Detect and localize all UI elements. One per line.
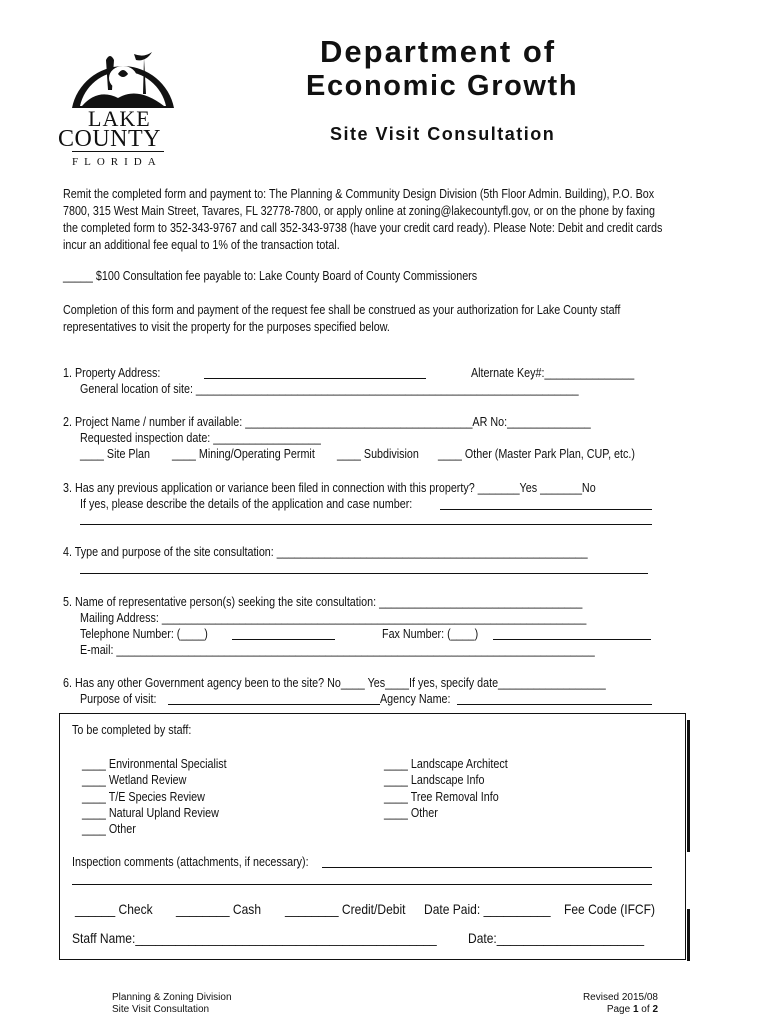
- telephone-number-field[interactable]: [232, 639, 335, 640]
- alternate-key-field[interactable]: Alternate Key#:_______________: [471, 366, 635, 380]
- previous-application-details-field-2[interactable]: [80, 524, 652, 525]
- authorization-line-1: Completion of this form and payment of the request fee shall be construed as your authorization for Lake County staff: [63, 303, 621, 317]
- logo-emblem-icon: [58, 38, 188, 116]
- page-title-line1: Department of: [320, 34, 557, 69]
- property-address-label: 1. Property Address:: [63, 366, 161, 380]
- other-option[interactable]: ____ Other (Master Park Plan, CUP, etc.): [438, 447, 635, 461]
- staff-name-field[interactable]: Staff Name:_____________________________________________: [72, 930, 437, 946]
- form-subtitle: Site Visit Consultation: [330, 124, 556, 144]
- fee-code: Fee Code (IFCF): [564, 901, 655, 917]
- footer-page-prefix: Page: [606, 1004, 633, 1015]
- subdivision-option[interactable]: ____ Subdivision: [337, 447, 419, 461]
- staff-option-species[interactable]: ____ T/E Species Review: [82, 790, 205, 804]
- site-plan-option[interactable]: ____ Site Plan: [80, 447, 150, 461]
- inspection-comments-field-2[interactable]: [72, 884, 652, 885]
- staff-date-field[interactable]: Date:______________________: [468, 930, 645, 946]
- payment-credit-debit[interactable]: ________ Credit/Debit: [285, 901, 406, 917]
- staff-option-environmental[interactable]: ____ Environmental Specialist: [82, 757, 227, 771]
- previous-application-details-label: If yes, please describe the details of the application and case number:: [80, 497, 413, 511]
- logo-lake-text: LAKE: [88, 106, 151, 131]
- intro-line-4: incur an additional fee equal to 1% of the transaction total.: [63, 238, 340, 252]
- project-name-field[interactable]: 2. Project Name / number if available: ______________________________________AR No:______________: [63, 415, 591, 429]
- inspection-comments-field[interactable]: [322, 867, 652, 868]
- authorization-line-2: representatives to visit the property for the purposes specified below.: [63, 320, 390, 334]
- logo-florida-text: FLORIDA: [72, 156, 162, 168]
- fax-number-field[interactable]: [493, 639, 651, 640]
- agency-name-label: Agency Name:: [380, 692, 451, 706]
- telephone-number-label: Telephone Number: (____): [80, 627, 208, 641]
- mailing-address-field[interactable]: Mailing Address: _______________________________________________________________________: [80, 611, 587, 625]
- staff-option-other-right[interactable]: ____ Other: [384, 806, 438, 820]
- fax-number-label: Fax Number: (____): [382, 627, 479, 641]
- purpose-of-visit-field[interactable]: [168, 704, 380, 705]
- page-title-line2: Economic Growth: [306, 70, 579, 102]
- staff-option-upland[interactable]: ____ Natural Upland Review: [82, 806, 219, 820]
- staff-option-other-left[interactable]: ____ Other: [82, 822, 136, 836]
- general-location-field[interactable]: General location of site: ________________________________________________________________: [80, 382, 579, 396]
- intro-line-2: 7800, 315 West Main Street, Tavares, FL 32778-7800, or apply online at zoning@lakecountyfl.gov, or on the phone by faxing: [63, 204, 655, 218]
- logo-county-text: COUNTY: [58, 126, 161, 152]
- payment-check[interactable]: ______ Check: [75, 901, 153, 917]
- intro-line-1: Remit the completed form and payment to: The Planning & Community Design Division (5th Floor Admin. Building), P.O. Box: [63, 187, 655, 201]
- footer-page-current: 1: [632, 1004, 639, 1015]
- staff-heading: To be completed by staff:: [72, 723, 192, 737]
- staff-option-landscape-architect[interactable]: ____ Landscape Architect: [384, 757, 508, 771]
- staff-option-landscape-info[interactable]: ____ Landscape Info: [384, 773, 485, 787]
- agency-name-field[interactable]: [457, 704, 652, 705]
- staff-option-tree-removal[interactable]: ____ Tree Removal Info: [384, 790, 499, 804]
- fee-line[interactable]: _____ $100 Consultation fee payable to: Lake County Board of County Commissioners: [63, 269, 478, 283]
- email-field[interactable]: E-mail: ________________________________________________________________________________: [80, 643, 595, 657]
- previous-application-details-field[interactable]: [440, 509, 652, 510]
- footer-division: Planning & Zoning Division: [112, 992, 232, 1003]
- payment-cash[interactable]: ________ Cash: [176, 901, 262, 917]
- staff-section: [59, 713, 686, 960]
- staff-option-wetland[interactable]: ____ Wetland Review: [82, 773, 187, 787]
- footer-form-name: Site Visit Consultation: [112, 1004, 210, 1015]
- intro-line-3: the completed form to 352-343-9767 and call 352-343-9738 (have your credit card ready). Please Note: Debit and credit cards: [63, 221, 663, 235]
- footer-page-total: 2: [652, 1004, 658, 1015]
- footer-page-number: [560, 1004, 658, 1016]
- government-agency-question[interactable]: 6. Has any other Government agency been to the site? No____ Yes____If yes, specify date__________________: [63, 676, 606, 690]
- previous-application-question[interactable]: 3. Has any previous application or variance been filed in connection with this property? _______Yes _______No: [63, 481, 596, 495]
- site-consultation-purpose-field-2[interactable]: [80, 573, 648, 574]
- footer-page-of: of: [638, 1004, 653, 1015]
- inspection-comments-label: Inspection comments (attachments, if necessary):: [72, 855, 309, 869]
- site-consultation-purpose-field[interactable]: 4. Type and purpose of the site consultation: ____________________________________________________: [63, 545, 588, 559]
- purpose-of-visit-label: Purpose of visit:: [80, 692, 157, 706]
- mining-permit-option[interactable]: ____ Mining/Operating Permit: [172, 447, 315, 461]
- date-paid-field[interactable]: Date Paid: __________: [424, 901, 551, 917]
- inspection-date-field[interactable]: Requested inspection date: __________________: [80, 431, 321, 445]
- property-address-field[interactable]: [204, 378, 426, 379]
- representative-name-field[interactable]: 5. Name of representative person(s) seeking the site consultation: __________________________________: [63, 595, 583, 609]
- lake-county-logo: [58, 38, 188, 173]
- footer-revised: Revised 2015/08: [582, 992, 658, 1003]
